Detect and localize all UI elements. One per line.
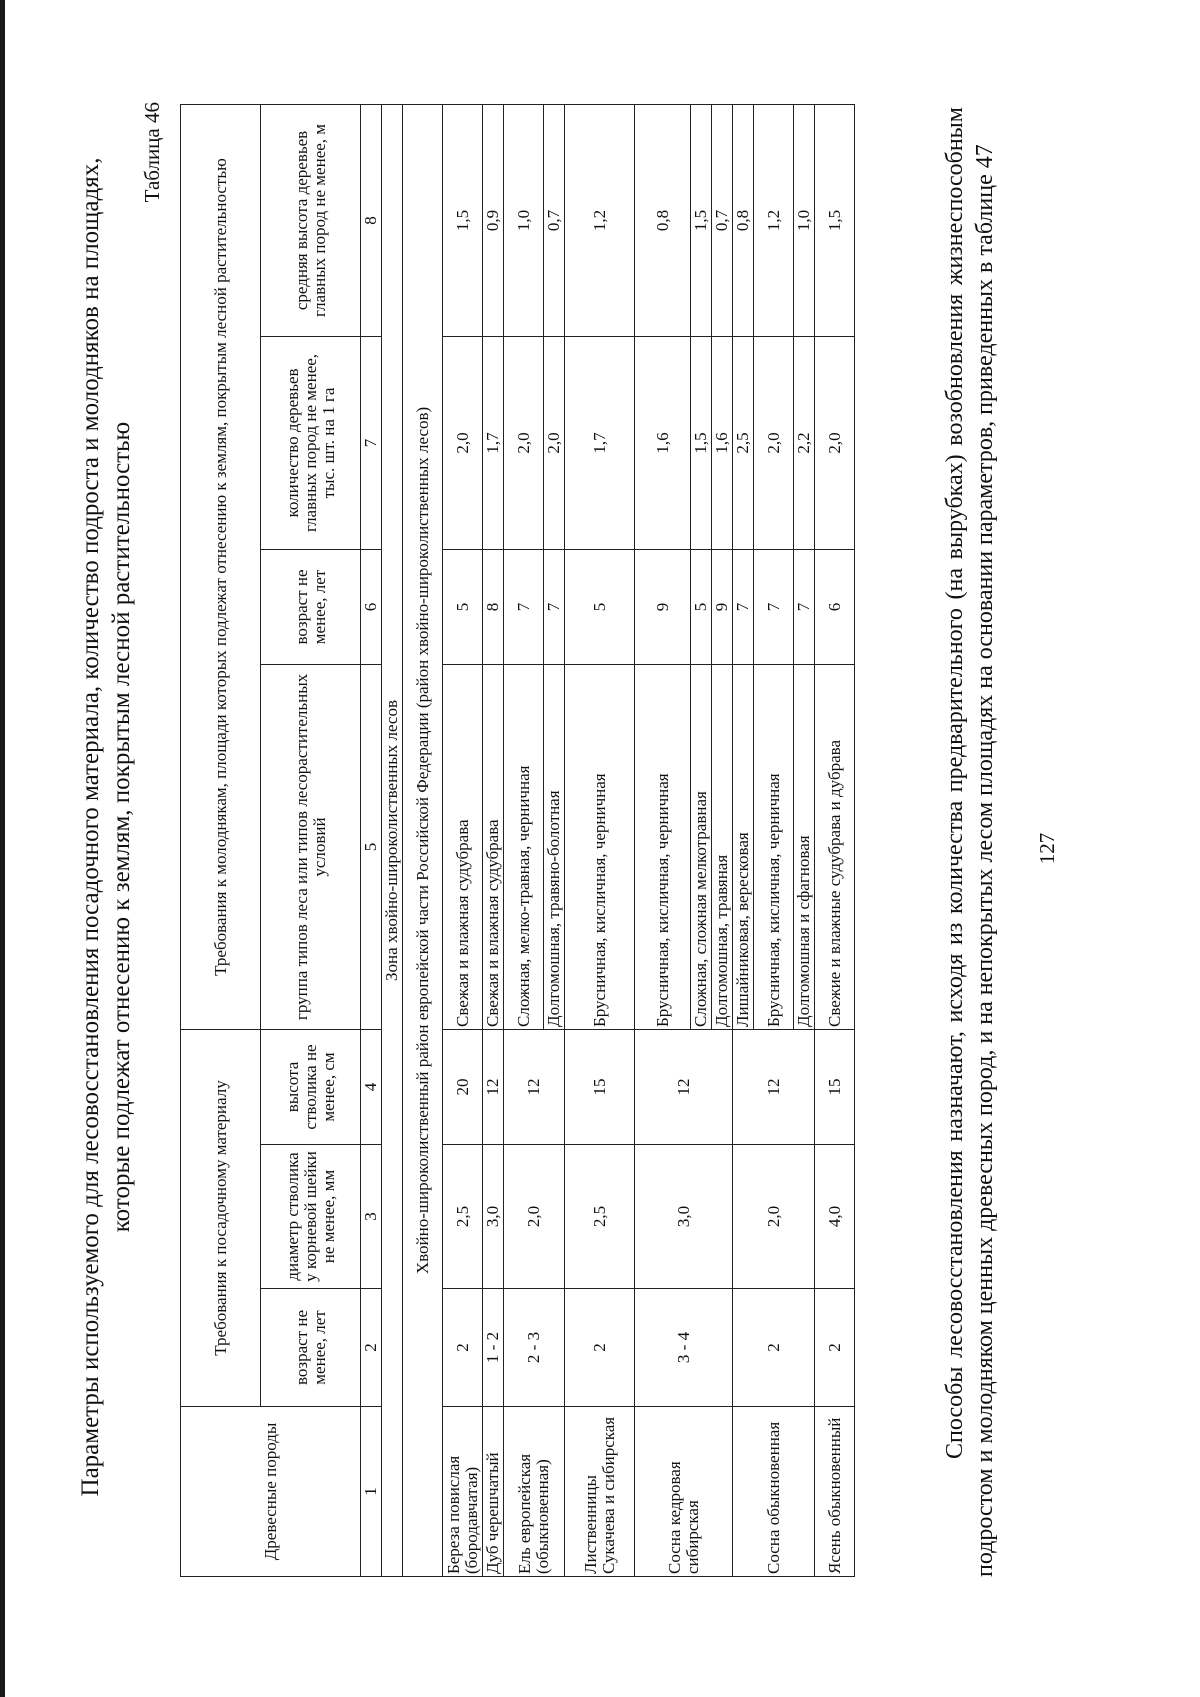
diameter-cell: 3,0 <box>483 1145 504 1289</box>
species-cell: Ясень обыкновенный <box>815 1407 855 1577</box>
age-cell: 2 <box>733 1289 815 1407</box>
height-cell: 12 <box>504 1029 565 1144</box>
col-num: 1 <box>361 1407 382 1577</box>
young-age-cell: 7 <box>544 549 565 664</box>
height-cell: 12 <box>733 1029 815 1144</box>
header-forest-types: группа типов леса или типов лесорастительных условий <box>261 664 361 1029</box>
young-age-cell: 9 <box>712 549 733 664</box>
forest-type-cell: Долгомошная, травяная <box>712 664 733 1029</box>
diameter-cell: 2,0 <box>733 1145 815 1289</box>
col-num: 8 <box>361 104 382 336</box>
tree-count-cell: 2,2 <box>794 336 815 549</box>
height-cell: 15 <box>815 1029 855 1144</box>
zone-row <box>382 104 403 1576</box>
page-title: Параметры используемого для лесовосстановления посадочного материала, количество подроста и молодняков на площадях, которые подлежат отнесению к землям, покрытым лесной растительностью <box>77 157 135 1497</box>
header-species: Древесные породы <box>181 1407 361 1577</box>
height-cell: 12 <box>635 1029 733 1144</box>
body-paragraph: Способы лесовосстановления назначают, исходя из количества предварительного (на вырубках) возобновления жизнеспособным подростом и молодняком ценных древесных пород, и на непокрытых лесом площадях на основании параметров, приведенных в таблице 47 <box>942 107 998 1577</box>
header-diameter: диаметр стволика у корневой шейки не менее, мм <box>261 1145 361 1289</box>
avg-height-cell: 0,8 <box>733 104 754 336</box>
column-number-row <box>361 104 382 1576</box>
forest-type-cell: Свежая и влажная судубрава <box>483 664 504 1029</box>
avg-height-cell: 0,8 <box>635 104 691 336</box>
region-label: Хвойно-широколиственный район европейской части Российской Федерации (район хвойно-широколиственных лесов) <box>403 104 443 1576</box>
forest-type-cell: Брусничная, кисличная, черничная <box>565 664 635 1029</box>
tree-count-cell: 2,0 <box>815 336 855 549</box>
tree-count-cell: 1,6 <box>635 336 691 549</box>
species-cell: Сосна кедровая сибирская <box>635 1407 733 1577</box>
tree-count-cell: 2,0 <box>443 336 483 549</box>
table-row <box>443 104 483 1576</box>
header-avg-height: средняя высота деревьев главных пород не менее, м <box>261 104 361 336</box>
avg-height-cell: 1,2 <box>565 104 635 336</box>
avg-height-cell: 1,5 <box>815 104 855 336</box>
forest-type-cell: Сложная, мелко-травная, черничная <box>504 664 544 1029</box>
col-num: 6 <box>361 549 382 664</box>
age-cell: 2 <box>443 1289 483 1407</box>
header-young-stands: Требования к молоднякам, площади которых подлежат отнесению к землям, покрытым лесной растительностью <box>181 104 261 1029</box>
col-num: 5 <box>361 664 382 1029</box>
header-young-age: возраст не менее, лет <box>261 549 361 664</box>
species-cell: Береза повислая (бородавчатая) <box>443 1407 483 1577</box>
diameter-cell: 4,0 <box>815 1145 855 1289</box>
age-cell: 1 - 2 <box>483 1289 504 1407</box>
table-row <box>565 104 635 1576</box>
header-age: возраст не менее, лет <box>261 1289 361 1407</box>
forest-type-cell: Лишайниковая, вересковая <box>733 664 754 1029</box>
col-num: 2 <box>361 1289 382 1407</box>
young-age-cell: 5 <box>443 549 483 664</box>
tree-count-cell: 2,0 <box>504 336 544 549</box>
diameter-cell: 2,5 <box>443 1145 483 1289</box>
age-cell: 2 <box>565 1289 635 1407</box>
species-cell: Сосна обыкновенная <box>733 1407 815 1577</box>
parameters-table <box>180 104 855 1577</box>
avg-height-cell: 1,5 <box>691 104 712 336</box>
tree-count-cell: 1,6 <box>712 336 733 549</box>
avg-height-cell: 0,9 <box>483 104 504 336</box>
height-cell: 15 <box>565 1029 635 1144</box>
forest-type-cell: Свежая и влажная судубрава <box>443 664 483 1029</box>
tree-count-cell: 2,5 <box>733 336 754 549</box>
avg-height-cell: 1,0 <box>504 104 544 336</box>
young-age-cell: 6 <box>815 549 855 664</box>
young-age-cell: 5 <box>565 549 635 664</box>
height-cell: 20 <box>443 1029 483 1144</box>
diameter-cell: 2,0 <box>504 1145 565 1289</box>
species-cell: Дуб черешчатый <box>483 1407 504 1577</box>
avg-height-cell: 1,5 <box>443 104 483 336</box>
young-age-cell: 7 <box>733 549 754 664</box>
header-tree-count: количество деревьев главных пород не менее, тыс. шт. на 1 га <box>261 336 361 549</box>
region-row <box>403 104 443 1576</box>
tree-count-cell: 1,7 <box>483 336 504 549</box>
young-age-cell: 7 <box>504 549 544 664</box>
young-age-cell: 9 <box>635 549 691 664</box>
avg-height-cell: 1,0 <box>794 104 815 336</box>
forest-type-cell: Сложная, сложная мелкотравная <box>691 664 712 1029</box>
col-num: 7 <box>361 336 382 549</box>
tree-count-cell: 1,5 <box>691 336 712 549</box>
avg-height-cell: 1,2 <box>754 104 794 336</box>
young-age-cell: 5 <box>691 549 712 664</box>
col-num: 4 <box>361 1029 382 1144</box>
body-text <box>940 107 1000 1577</box>
avg-height-cell: 0,7 <box>712 104 733 336</box>
tree-count-cell: 2,0 <box>544 336 565 549</box>
table-row <box>733 104 754 1576</box>
forest-type-cell: Долгомошная, травяно-болотная <box>544 664 565 1029</box>
header-height: высота стволика не менее, см <box>261 1029 361 1144</box>
table-row <box>815 104 855 1576</box>
table-row <box>483 104 504 1576</box>
age-cell: 3 - 4 <box>635 1289 733 1407</box>
zone-label: Зона хвойно-широколиственных лесов <box>382 104 403 1576</box>
avg-height-cell: 0,7 <box>544 104 565 336</box>
forest-type-cell: Свежие и влажные судубрава и дубрава <box>815 664 855 1029</box>
young-age-cell: 7 <box>754 549 794 664</box>
tree-count-cell: 2,0 <box>754 336 794 549</box>
young-age-cell: 8 <box>483 549 504 664</box>
diameter-cell: 3,0 <box>635 1145 733 1289</box>
species-cell: Лиственницы Сукачева и сибирская <box>565 1407 635 1577</box>
table-number: Таблица 46 <box>140 102 164 203</box>
forest-type-cell: Брусничная, кисличная, черничная <box>754 664 794 1029</box>
age-cell: 2 - 3 <box>504 1289 565 1407</box>
species-cell: Ель европейская (обыкновенная) <box>504 1407 565 1577</box>
col-num: 3 <box>361 1145 382 1289</box>
diameter-cell: 2,5 <box>565 1145 635 1289</box>
table-row <box>504 104 544 1576</box>
forest-type-cell: Долгомошная и сфагновая <box>794 664 815 1029</box>
table-body <box>181 104 855 1576</box>
table-row <box>635 104 691 1576</box>
young-age-cell: 7 <box>794 549 815 664</box>
forest-type-cell: Брусничная, кисличная, черничная <box>635 664 691 1029</box>
page-number: 127 <box>1035 832 1059 865</box>
age-cell: 2 <box>815 1289 855 1407</box>
height-cell: 12 <box>483 1029 504 1144</box>
tree-count-cell: 1,7 <box>565 336 635 549</box>
header-planting-material: Требования к посадочному материалу <box>181 1029 261 1406</box>
